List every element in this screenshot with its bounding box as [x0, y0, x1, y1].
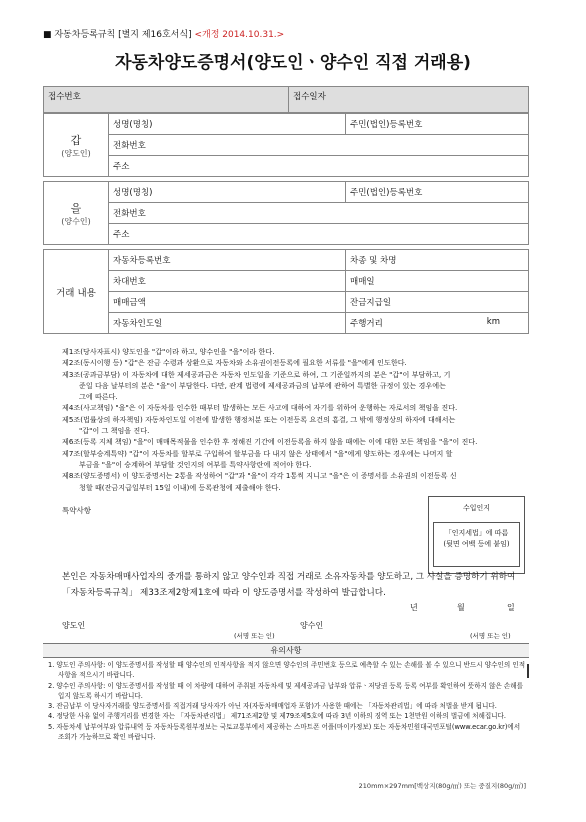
deal-table [43, 249, 529, 334]
clause-line: 준일 다음 날부터의 분은 "을"이 부담한다. 다만, 관계 법령에 제세공과금의 납부에 관하여 특별한 규정이 있는 경우에는 [79, 380, 446, 390]
buyer-table [43, 181, 529, 245]
clause-line: 제5조(법률상의 하자책임) 자동차인도일 이전에 발생한 행정처분 또는 이전등록 요건의 흠결, 그 밖에 행정상의 하자에 대해서는 [62, 414, 456, 424]
delivery-date-field[interactable] [109, 313, 346, 334]
delivery-date-label: 자동차인도일 [113, 319, 163, 329]
seller-phone-label: 전화번호 [113, 141, 146, 151]
revision-note: <개정 2014.10.31.> [194, 30, 285, 40]
car-reg-field[interactable] [109, 250, 346, 271]
balance-date-field[interactable] [346, 292, 529, 313]
terms-clauses [62, 346, 524, 493]
caution-item: 3. 잔금납부 이 당사자거래를 양도증명서를 직접거래 당사자가 아닌 자(자동차매매업자 포함)가 사용한 때에는 「자동차관리법」에 따라 처벌을 받게 됩니다. [48, 702, 497, 711]
seller-label-cell [44, 114, 109, 177]
clause-line: 제4조(사고책임) "을"은 이 자동차를 인수한 때부터 발생하는 모든 사고에 대하여 자기를 위하여 운행하는 자로서의 책임을 진다. [62, 403, 458, 413]
caution-item: 1. 양도인 주의사항: 이 양도증명서를 작성할 때 양수인의 인적사항을 적지 않으면 양수인의 주민번호 등으로 예측할 수 있는 손해를 볼 수 있으니 반드시 양수인의 인적사항을 적으시기 바랍니다. [48, 661, 526, 680]
seller-sublabel: (양도인) [61, 148, 91, 158]
seller-sign-or-seal[interactable]: (서명 또는 인) [234, 632, 275, 640]
seller-regno-label: 주민(법인)등록번호 [350, 120, 423, 130]
buyer-phone-field[interactable] [109, 203, 529, 224]
amount-label: 매매금액 [113, 298, 146, 308]
receipt-date-cell[interactable] [289, 87, 529, 113]
sale-date-label: 매매일 [350, 277, 375, 287]
seller-table [43, 113, 529, 177]
buyer-address-field[interactable] [109, 224, 529, 245]
receipt-date-label: 접수일자 [293, 92, 326, 102]
clause-line: 청할 때(잔금지급일부터 15일 이내)에 등록관청에 제출해야 한다. [79, 482, 281, 492]
special-terms-label[interactable]: 특약사항 [62, 506, 91, 515]
deal-label-cell [44, 250, 109, 334]
clause-line: 제8조(양도증명서) 이 양도증명서는 2통을 작성하여 "갑"과 "을"이 각각 1통씩 지니고 "을"은 이 증명서를 소유권의 이전등록 신 [62, 471, 457, 481]
buyer-phone-label: 전화번호 [113, 209, 146, 219]
receipt-table [43, 86, 529, 113]
caution-title: 유의사항 [43, 643, 529, 658]
seller-name-label: 성명(명칭) [113, 120, 153, 130]
caution-item: 4. 정당한 사유 없이 주행거리를 변경한 자는 「자동차관리법」 제71조제2항 및 제79조제5호에 따라 3년 이하의 징역 또는 1천만원 이하의 벌금에 처해집니다. [48, 712, 507, 721]
buyer-name-field[interactable] [109, 182, 346, 203]
stamp-text-2: (뒷면 여백 등에 붙임) [443, 540, 510, 548]
form-number: ■ 자동차등록규칙 [별지 제16호서식] [43, 30, 192, 40]
buyer-label: 을 [70, 201, 82, 215]
model-field[interactable] [346, 250, 529, 271]
paper-spec: 210mm×297mm[백상지(80g/㎡) 또는 중질지(80g/㎡)] [358, 782, 526, 790]
buyer-name-label: 성명(명칭) [113, 188, 153, 198]
buyer-sublabel: (양수인) [61, 216, 91, 226]
receipt-number-cell[interactable] [44, 87, 289, 113]
balance-date-label: 잔금지급일 [350, 298, 392, 308]
clause-line: 부금을 "을"이 승계하여 부담할 것인지의 여부를 특약사항란에 적어야 한다. [79, 459, 312, 469]
clause-line: 제1조(당사자표시) 양도인을 "갑"이라 하고, 양수인을 "을"이라 한다. [62, 347, 275, 356]
page-title: 자동차양도증명서(양도인ㆍ양수인 직접 거래용) [115, 53, 471, 73]
seller-signature-label: 양도인 [62, 621, 86, 630]
seller-label: 갑 [70, 133, 82, 147]
mileage-field[interactable] [346, 313, 529, 334]
seller-name-field[interactable] [109, 114, 346, 135]
chassis-label: 차대번호 [113, 277, 146, 287]
date-day[interactable]: 일 [507, 603, 515, 612]
declaration-text: 본인은 자동차매매사업자의 중개를 통하지 않고 양수인과 직접 거래로 소유자동차를 양도하고, 그 사실을 증명하기 위하여 「자동차등록규칙」 제33조제2항제1호에 따라 이 양도증명서를 작성하여 발급합니다. [62, 572, 516, 598]
date-year[interactable]: 년 [410, 603, 418, 612]
revenue-stamp-box [428, 496, 525, 574]
clause-line: "갑"이 그 책임을 진다. [79, 426, 150, 436]
caution-item: 2. 양수인 주의사항: 이 양도증명서를 작성할 때 이 차량에 대하여 주취된 자동차세 및 제세공과금 납부와 압류ㆍ저당권 등록 등록 여부를 확인하여 뜻하지 않은 손해를 입지 않도록 하시기 바랍니다. [48, 681, 524, 700]
stamp-inner [433, 522, 520, 567]
stamp-text-1: 「인지세법」에 따름 [444, 529, 509, 537]
buyer-sign-or-seal[interactable]: (서명 또는 인) [470, 632, 511, 640]
chassis-field[interactable] [109, 271, 346, 292]
seller-address-field[interactable] [109, 156, 529, 177]
deal-label: 거래 내용 [56, 287, 96, 299]
clause-line: 제6조(등록 지체 책임) "을"이 매매목적물을 인수한 후 정해진 기간에 이전등록을 하지 않을 때에는 이에 대한 모든 책임을 "을"이 진다. [62, 437, 478, 447]
text-cursor [527, 664, 529, 678]
clause-line: 제7조(할부승계특약) "갑"이 자동차를 할부로 구입하여 할부금을 다 내지 않은 상태에서 "을"에게 양도하는 경우에는 나머지 할 [62, 448, 453, 458]
model-label: 차종 및 차명 [350, 256, 397, 266]
clause-line: 그에 따른다. [79, 392, 118, 402]
clause-line: 제3조(공과금부담) 이 자동차에 대한 제세공과금은 자동차 인도일을 기준으로 하여, 그 기준일까지의 분은 "갑"이 부담하고, 기 [62, 369, 451, 379]
buyer-signature-label: 양수인 [300, 621, 324, 630]
amount-field[interactable] [109, 292, 346, 313]
buyer-regno-field[interactable] [346, 182, 529, 203]
receipt-number-label: 접수번호 [48, 92, 81, 102]
caution-item: 5. 자동차세 납부여부와 압류내역 등 자동차등록원부정보는 국토교통부에서 제공하는 스마트폰 어플(마이카정보) 또는 자동차민원대국민포털(www.ecar.go.kr)에서 조회가 가능하므로 확인 바랍니다. [48, 722, 521, 742]
sale-date-field[interactable] [346, 271, 529, 292]
seller-phone-field[interactable] [109, 135, 529, 156]
buyer-regno-label: 주민(법인)등록번호 [350, 188, 423, 198]
mileage-unit: km [486, 317, 500, 327]
form-header [43, 27, 284, 40]
stamp-title: 수입인지 [462, 504, 491, 512]
car-reg-label: 자동차등록번호 [113, 256, 171, 266]
buyer-address-label: 주소 [113, 230, 130, 240]
mileage-label: 주행거리 [350, 319, 383, 329]
buyer-label-cell [44, 182, 109, 245]
seller-address-label: 주소 [113, 162, 130, 172]
date-month[interactable]: 월 [457, 603, 465, 612]
caution-list [48, 660, 526, 742]
seller-regno-field[interactable] [346, 114, 529, 135]
clause-line: 제2조(동시이행 등) "갑"은 잔금 수령과 상환으로 자동차와 소유권이전등록에 필요한 서류를 "을"에게 인도한다. [62, 358, 407, 368]
